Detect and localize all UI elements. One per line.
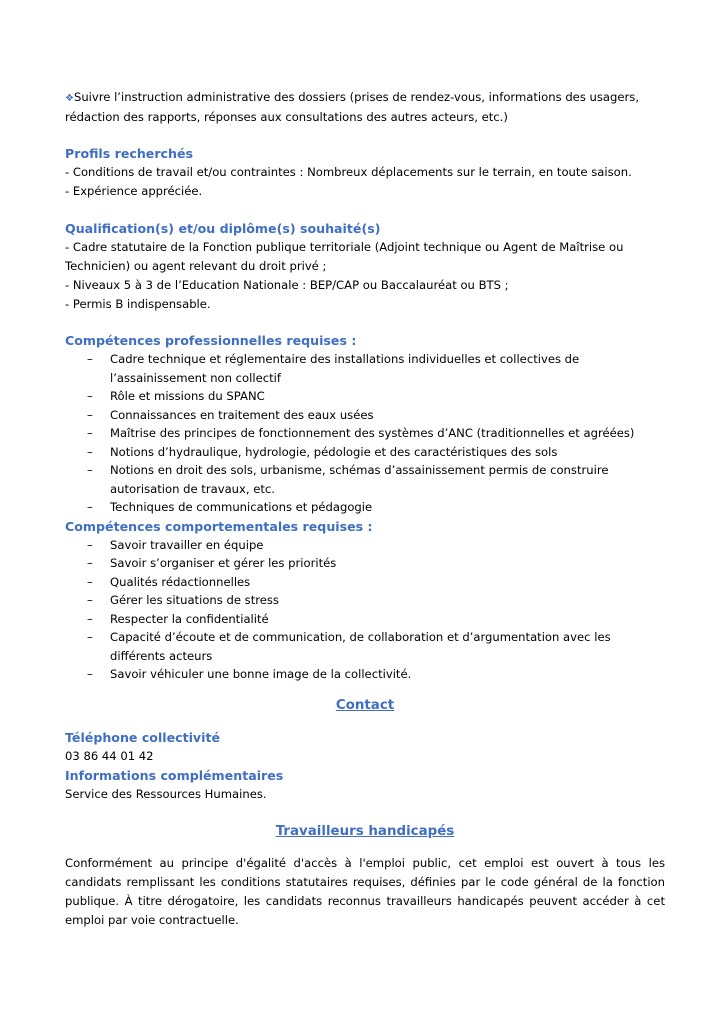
dash-marker: – xyxy=(87,537,93,552)
dash-marker: – xyxy=(87,426,93,440)
list-item xyxy=(65,536,665,555)
competences-comp-heading: Compétences comportementales requises : xyxy=(65,518,373,534)
competences-pro-heading: Compétences professionnelles requises : xyxy=(65,333,357,348)
list-item-text: Gérer les situations de stress xyxy=(110,593,279,607)
list-item-text: Savoir s’organiser et gérer les priorités xyxy=(110,556,337,570)
competences-comp-list xyxy=(65,536,665,684)
info-value: Service des Ressources Humaines. xyxy=(65,786,267,801)
list-item xyxy=(65,424,665,443)
list-item-text: Qualités rédactionnelles xyxy=(110,574,251,589)
intro-text-line-1: Suivre l’instruction administrative des dossiers (prises de rendez-vous, informations des usagers, xyxy=(73,90,640,104)
list-item xyxy=(65,665,665,684)
list-item-text: Rôle et missions du SPANC xyxy=(110,389,265,403)
dash-marker: – xyxy=(87,463,93,477)
phone-value: 03 86 44 01 42 xyxy=(65,748,154,763)
list-item xyxy=(65,610,665,629)
profils-heading: Profils recherchés xyxy=(65,146,194,161)
list-item xyxy=(65,443,665,462)
list-item-text: Notions en droit des sols, urbanisme, schémas d’assainissement permis de construire autorisation de travaux, etc. xyxy=(110,463,609,496)
qualifications-line: - Permis B indispensable. xyxy=(65,297,211,311)
list-item-text: Maîtrise des principes de fonctionnement des systèmes d’ANC (traditionnelles et agréées) xyxy=(110,426,635,440)
handicap-heading: Travailleurs handicapés xyxy=(275,823,455,839)
dash-marker: – xyxy=(87,593,93,607)
dash-marker: – xyxy=(87,667,93,681)
dash-marker: – xyxy=(87,444,93,459)
list-item xyxy=(65,387,665,406)
dash-marker: – xyxy=(87,407,93,422)
list-item-text: Respecter la confidentialité xyxy=(110,611,269,626)
list-item xyxy=(65,461,665,498)
diamond-bullet-icon: ❖ xyxy=(65,93,74,104)
list-item-text: Savoir travailler en équipe xyxy=(110,537,264,552)
qualifications-heading: Qualification(s) et/ou diplôme(s) souhaité(s) xyxy=(65,221,381,236)
qualifications-line: - Niveaux 5 à 3 de l’Education Nationale : BEP/CAP ou Baccalauréat ou BTS ; xyxy=(65,278,509,292)
list-item xyxy=(65,350,665,387)
list-item xyxy=(65,628,665,665)
qualifications-line: - Cadre statutaire de la Fonction publique territoriale (Adjoint technique ou Agent de Maîtrise ou xyxy=(65,240,624,254)
dash-marker: – xyxy=(87,630,93,644)
qualifications-line: Technicien) ou agent relevant du droit privé ; xyxy=(65,259,327,273)
contact-heading: Contact xyxy=(335,697,395,713)
list-item-text: Cadre technique et réglementaire des installations individuelles et collectives de l’assainissement non collectif xyxy=(110,352,580,385)
document-page xyxy=(65,88,665,930)
list-item-text: Notions d’hydraulique, hydrologie, pédologie et des caractéristiques des sols xyxy=(110,444,558,459)
dash-marker: – xyxy=(87,574,93,589)
profils-line: - Expérience appréciée. xyxy=(65,184,203,198)
intro-bullet-line xyxy=(65,88,665,108)
list-item xyxy=(65,573,665,592)
list-item-text: Capacité d’écoute et de communication, de collaboration et d’argumentation avec les différents acteurs xyxy=(110,630,611,663)
list-item xyxy=(65,554,665,573)
dash-marker: – xyxy=(87,556,93,570)
list-item-text: Techniques de communications et pédagogie xyxy=(110,500,373,514)
dash-marker: – xyxy=(87,352,93,366)
list-item-text: Connaissances en traitement des eaux usées xyxy=(110,407,374,422)
info-label: Informations complémentaires xyxy=(65,767,284,783)
list-item-text: Savoir véhiculer une bonne image de la collectivité. xyxy=(110,667,412,681)
list-item xyxy=(65,591,665,610)
handicap-paragraph: Conformément au principe d'égalité d'accès à l'emploi public, cet emploi est ouvert à tous les candidats remplissant les conditions statutaires requises, définies par le code général de la fonction publique. À titre dérogatoire, les candidats reconnus travailleurs handicapés peuvent accéder à cet emploi par voie contractuelle. xyxy=(65,855,665,927)
phone-label: Téléphone collectivité xyxy=(65,729,221,745)
dash-marker: – xyxy=(87,611,93,626)
competences-pro-list xyxy=(65,350,665,517)
list-item xyxy=(65,406,665,425)
dash-marker: – xyxy=(87,500,93,514)
profils-line: - Conditions de travail et/ou contraintes : Nombreux déplacements sur le terrain, en toute saison. xyxy=(65,165,632,179)
list-item xyxy=(65,498,665,517)
intro-text-line-2: rédaction des rapports, réponses aux consultations des autres acteurs, etc.) xyxy=(65,110,508,124)
dash-marker: – xyxy=(87,389,93,403)
